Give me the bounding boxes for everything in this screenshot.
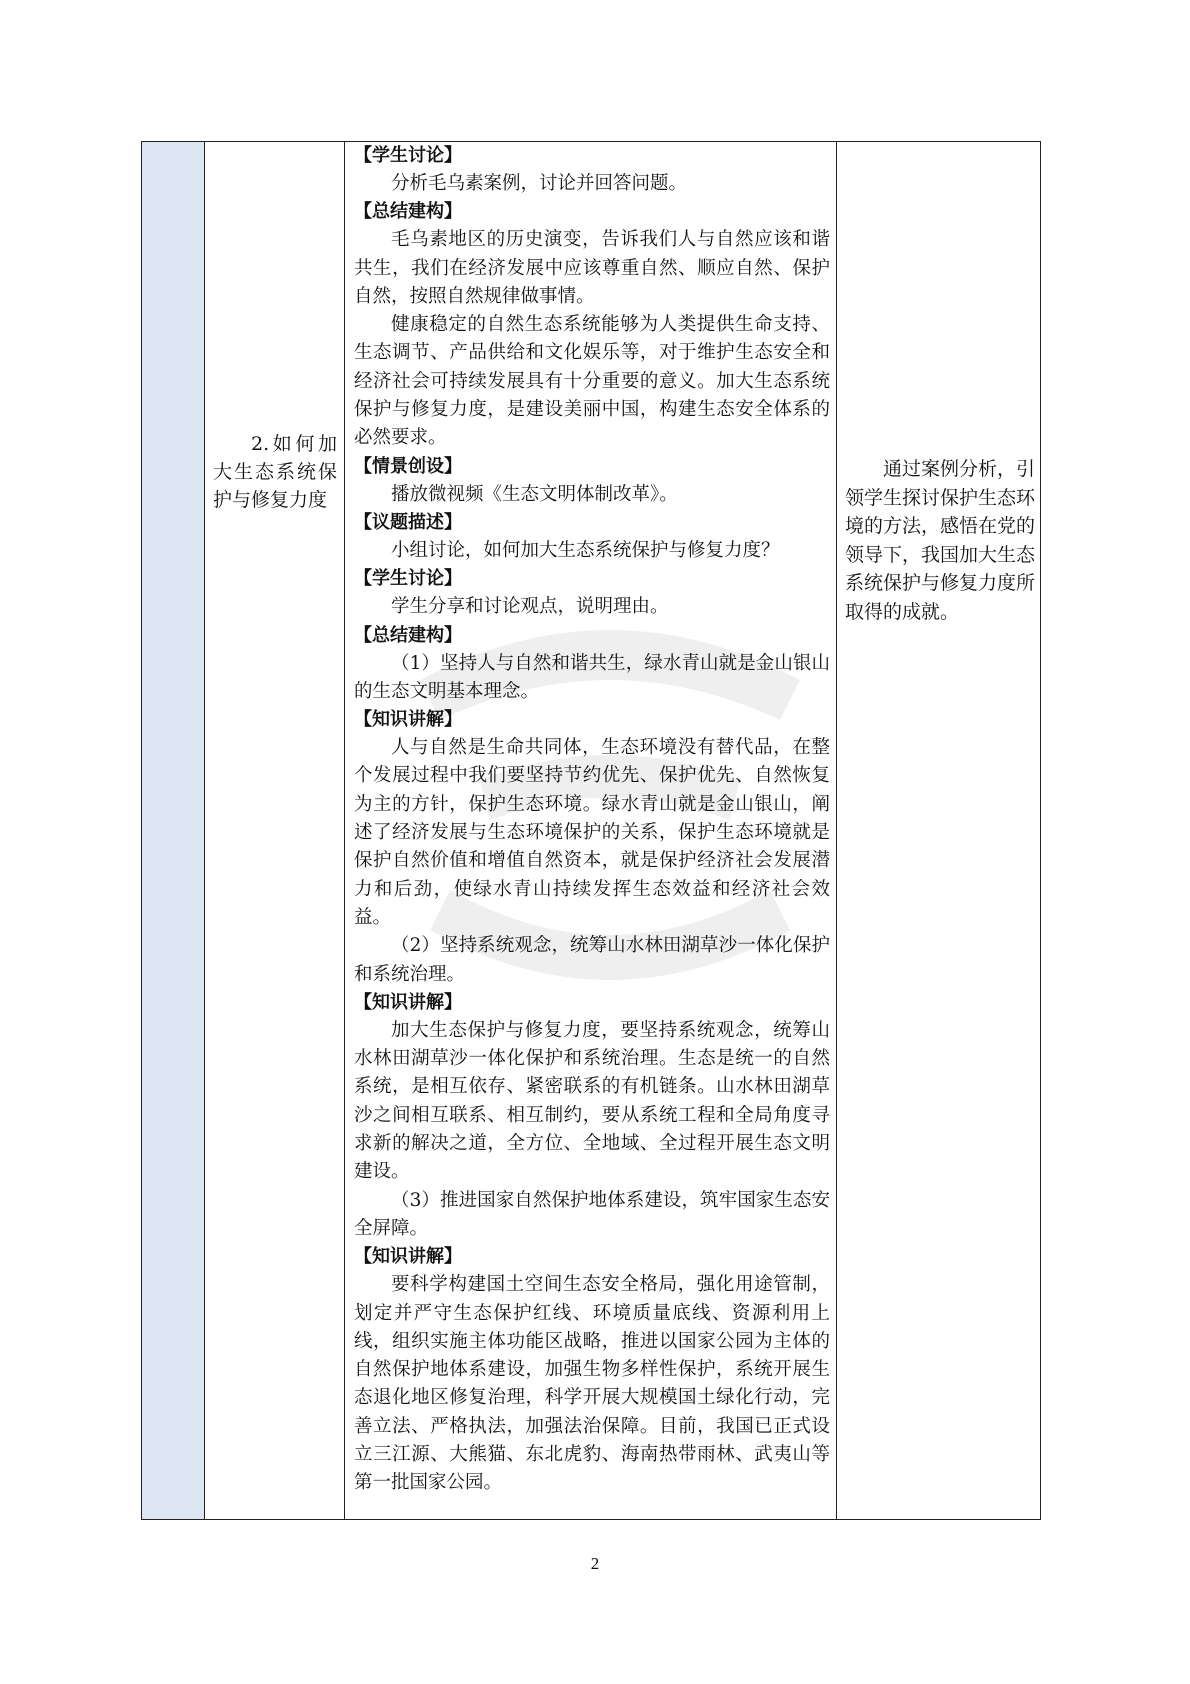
lesson-table <box>141 141 1041 1520</box>
section-heading: 【总结建构】 <box>354 201 462 223</box>
content-paragraph: 学生分享和讨论观点，说明理由。 <box>391 596 669 618</box>
section-heading: 【议题描述】 <box>354 511 462 533</box>
section-heading: 【知识讲解】 <box>354 1246 462 1268</box>
page-number: 2 <box>590 1554 600 1573</box>
section-heading: 【学生讨论】 <box>354 145 462 166</box>
design-intent-text: 通过案例分析，引领学生探讨保护生态环境的方法，感悟在党的领导下，我国加大生态系统保护与修复力度所取得的成就。 <box>845 458 1036 623</box>
section-heading: 【知识讲解】 <box>354 709 462 731</box>
section-heading: 【学生讨论】 <box>354 568 462 590</box>
content-paragraph: （1）坚持人与自然和谐共生，绿水青山就是金山银山的生态文明基本理念。 <box>354 652 830 702</box>
content-paragraph: 要科学构建国土空间生态安全格局，强化用途管制，划定并严守生态保护红线、环境质量底线、资源利用上线，组织实施主体功能区战略，推进以国家公园为主体的自然保护地体系建设，加强生物多样性保护，系统开展生态退化地区修复治理，科学开展大规模国土绿化行动，完善立法、严格执法，加强法治保障。目前，我国已正式设立三江源、大熊猫、东北虎豹、海南热带雨林、武夷山等第一批国家公园。 <box>354 1274 830 1494</box>
topic-column <box>205 142 345 1519</box>
content-paragraph: 毛乌素地区的历史演变，告诉我们人与自然应该和谐共生，我们在经济发展中应该尊重自然、顺应自然、保护自然，按照自然规律做事情。 <box>354 229 830 307</box>
content-paragraph: （3）推进国家自然保护地体系建设，筑牢国家生态安全屏障。 <box>354 1189 830 1239</box>
topic-text: 如何加大生态系统保护与修复力度 <box>213 433 337 511</box>
activity-content <box>354 142 830 1498</box>
topic-number: 2. <box>251 433 270 455</box>
activity-column <box>345 142 837 1519</box>
section-heading: 【知识讲解】 <box>354 991 462 1013</box>
content-paragraph: （2）坚持系统观念，统筹山水林田湖草沙一体化保护和系统治理。 <box>354 935 830 985</box>
goal-column <box>837 142 1042 1519</box>
section-heading: 【总结建构】 <box>354 624 462 646</box>
content-paragraph: 播放微视频《生态文明体制改革》。 <box>391 483 678 505</box>
content-paragraph: 健康稳定的自然生态系统能够为人类提供生命支持、生态调节、产品供给和文化娱乐等，对于维护生态安全和经济社会可持续发展具有十分重要的意义。加大生态系统保护与修复力度，是建设美丽中国，构建生态安全体系的必然要求。 <box>354 314 830 449</box>
content-paragraph: 分析毛乌素案例，讨论并回答问题。 <box>391 173 688 194</box>
section-column <box>142 142 205 1519</box>
content-paragraph: 人与自然是生命共同体，生态环境没有替代品，在整个发展过程中我们要坚持节约优先、保护优先、自然恢复为主的方针，保护生态环境。绿水青山就是金山银山，阐述了经济发展与生态环境保护的关系，保护生态环境就是保护自然价值和增值自然资本，就是保护经济社会发展潜力和后劲，使绿水青山持续发挥生态效益和经济社会效益。 <box>354 737 830 928</box>
topic-cell <box>213 430 337 514</box>
section-heading: 【情景创设】 <box>354 455 462 477</box>
content-paragraph: 小组讨论，如何加大生态系统保护与修复力度？ <box>391 539 780 561</box>
content-paragraph: 加大生态保护与修复力度，要坚持系统观念，统筹山水林田湖草沙一体化保护和系统治理。生态是统一的自然系统，是相互依存、紧密联系的有机链条。山水林田湖草沙之间相互联系、相互制约，要从系统工程和全局角度寻求新的解决之道，全方位、全地域、全过程开展生态文明建设。 <box>354 1019 830 1183</box>
